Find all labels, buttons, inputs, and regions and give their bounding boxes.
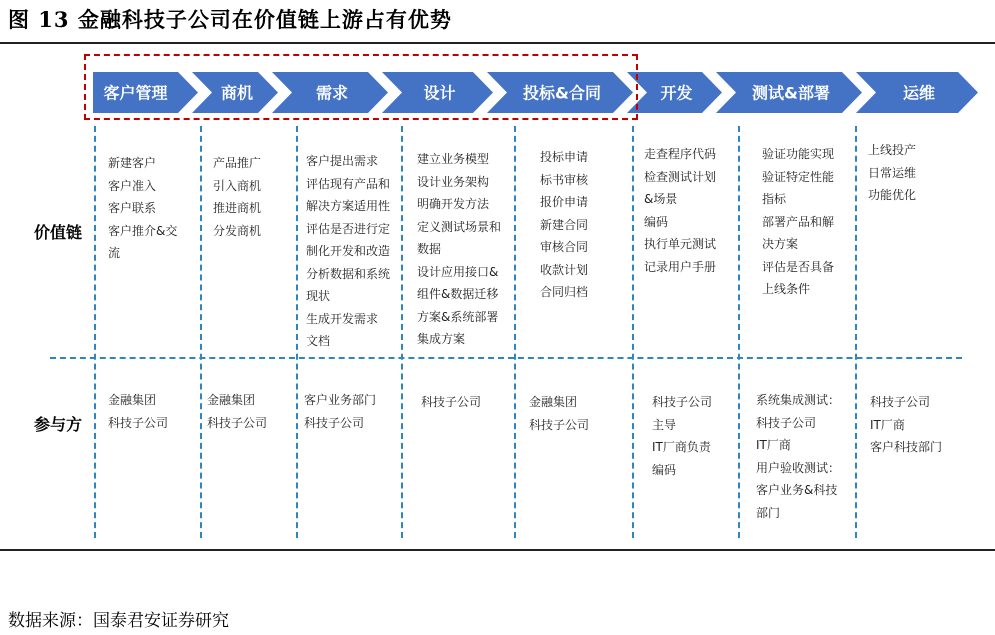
value-chain-cell-3 (306, 150, 390, 353)
stage-label: 商机 (220, 83, 254, 103)
participants-row-label: 参与方 (34, 415, 83, 434)
cell-line: 客户推介&交 (108, 223, 178, 238)
cell-line: 客户业务部门 (304, 393, 377, 407)
cell-line: 组件&数据迁移 (417, 287, 499, 301)
value-chain-cell-8 (868, 139, 916, 207)
row-divider (50, 357, 962, 359)
cell-line: 方案&系统部署 (417, 309, 499, 324)
cell-line: IT厂商 (756, 438, 791, 452)
cell-line: 集成方案 (417, 332, 466, 346)
cell-line: 科技子公司 (529, 417, 590, 432)
cell-line: 明确开发方法 (417, 197, 490, 211)
column-divider (514, 126, 516, 538)
cell-line: IT厂商 (870, 417, 905, 432)
cell-line: 现状 (306, 289, 331, 303)
cell-line: 新建客户 (108, 156, 157, 170)
stage-label: 客户管理 (103, 83, 168, 103)
bottom-rule (0, 549, 995, 551)
stage-label: 测试&部署 (752, 83, 830, 103)
cell-line: 科技子公司 (870, 395, 931, 409)
cell-line: 流 (108, 246, 121, 260)
cell-line: 引入商机 (213, 178, 262, 193)
participants-cell-5 (529, 391, 589, 436)
cell-line: 检查测试计划 (644, 169, 717, 184)
column-divider (200, 126, 202, 538)
cell-line: 验证特定性能 (762, 169, 835, 184)
column-divider (401, 126, 403, 538)
cell-line: 用户验收测试： (756, 460, 841, 475)
cell-line: 建立业务模型 (417, 152, 490, 166)
cell-line: 部门 (756, 505, 781, 520)
cell-line: 科技子公司 (207, 415, 268, 430)
figure-title: 图 13 金融科技子公司在价值链上游占有优势 (8, 7, 452, 32)
cell-line: 标书审核 (540, 172, 589, 187)
stage-label: 需求 (315, 83, 349, 103)
cell-line: 评估现有产品和 (306, 176, 391, 191)
cell-line: 客户提出需求 (306, 154, 379, 168)
cell-line: 投标申请 (540, 150, 589, 164)
cell-line: 上线投产 (868, 143, 917, 157)
value-chain-cell-6 (644, 143, 716, 278)
highlight-dashed-box (84, 54, 638, 120)
cell-line: 新建合同 (540, 217, 589, 232)
participants-cell-2 (207, 389, 267, 434)
cell-line: 记录用户手册 (644, 259, 717, 274)
cell-line: 编码 (644, 214, 669, 229)
cell-line: 合同归档 (540, 285, 589, 299)
cell-line: 推进商机 (213, 201, 262, 215)
cell-line: 客户业务&科技 (756, 483, 838, 497)
cell-line: &场景 (644, 192, 678, 206)
cell-line: 功能优化 (868, 188, 917, 202)
column-divider (738, 126, 740, 538)
value-chain-cell-7 (762, 143, 834, 301)
cell-line: 解决方案适用性 (306, 199, 391, 213)
cell-line: 设计业务架构 (417, 174, 490, 189)
cell-line: 金融集团 (207, 393, 256, 407)
value-chain-cell-4 (417, 148, 501, 351)
cell-line: 科技子公司 (108, 415, 169, 430)
cell-line: 分析数据和系统 (306, 266, 391, 281)
participants-cell-1 (108, 389, 168, 434)
cell-line: 科技子公司 (756, 415, 817, 430)
cell-line: 报价申请 (540, 195, 589, 209)
participants-cell-7 (756, 389, 840, 524)
column-divider (632, 126, 634, 538)
cell-line: 部署产品和解 (762, 214, 835, 229)
column-divider (855, 126, 857, 538)
cell-line: 审核合同 (540, 240, 589, 254)
cell-line: 走查程序代码 (644, 147, 717, 161)
cell-line: 客户联系 (108, 201, 157, 215)
cell-line: 设计应用接口& (417, 264, 499, 279)
stage-label: 投标&合同 (523, 83, 601, 103)
value-chain-cell-2 (213, 152, 261, 242)
cell-line: 科技子公司 (421, 395, 482, 409)
cell-line: 评估是否具备 (762, 259, 835, 274)
cell-line: 文档 (306, 334, 331, 348)
value-chain-cell-1 (108, 152, 177, 265)
cell-line: 金融集团 (529, 395, 578, 409)
cell-line: 日常运维 (868, 165, 917, 180)
cell-line: 验证功能实现 (762, 147, 835, 161)
value-chain-cell-5 (540, 146, 588, 304)
cell-line: 上线条件 (762, 282, 811, 296)
cell-line: 金融集团 (108, 393, 157, 407)
participants-cell-4 (421, 391, 481, 414)
column-divider (94, 126, 96, 538)
cell-line: 指标 (762, 192, 787, 206)
cell-line: 客户科技部门 (870, 440, 943, 454)
cell-line: 制化开发和改造 (306, 244, 391, 258)
cell-line: 分发商机 (213, 223, 262, 238)
cell-line: 客户准入 (108, 178, 157, 193)
cell-line: 科技子公司 (304, 415, 365, 430)
cell-line: 数据 (417, 242, 442, 256)
cell-line: 评估是否进行定 (306, 221, 391, 236)
cell-line: IT厂商负责 (652, 440, 711, 454)
cell-line: 编码 (652, 462, 677, 477)
participants-cell-6 (652, 391, 712, 481)
value-chain-row-label: 价值链 (34, 223, 83, 242)
participants-cell-3 (304, 389, 376, 434)
column-divider (296, 126, 298, 538)
cell-line: 主导 (652, 417, 677, 432)
stage-label: 开发 (660, 83, 693, 103)
cell-line: 执行单元测试 (644, 237, 717, 251)
cell-line: 收款计划 (540, 262, 589, 277)
stage-label: 运维 (902, 83, 936, 103)
figure-source: 数据来源：国泰君安证券研究 (8, 611, 229, 631)
participants-cell-8 (870, 391, 942, 459)
cell-line: 定义测试场景和 (417, 219, 502, 234)
cell-line: 产品推广 (213, 156, 262, 170)
cell-line: 系统集成测试： (756, 393, 841, 407)
stage-label: 设计 (423, 83, 456, 103)
cell-line: 生成开发需求 (306, 311, 379, 326)
cell-line: 决方案 (762, 237, 799, 251)
cell-line: 科技子公司 (652, 395, 713, 409)
